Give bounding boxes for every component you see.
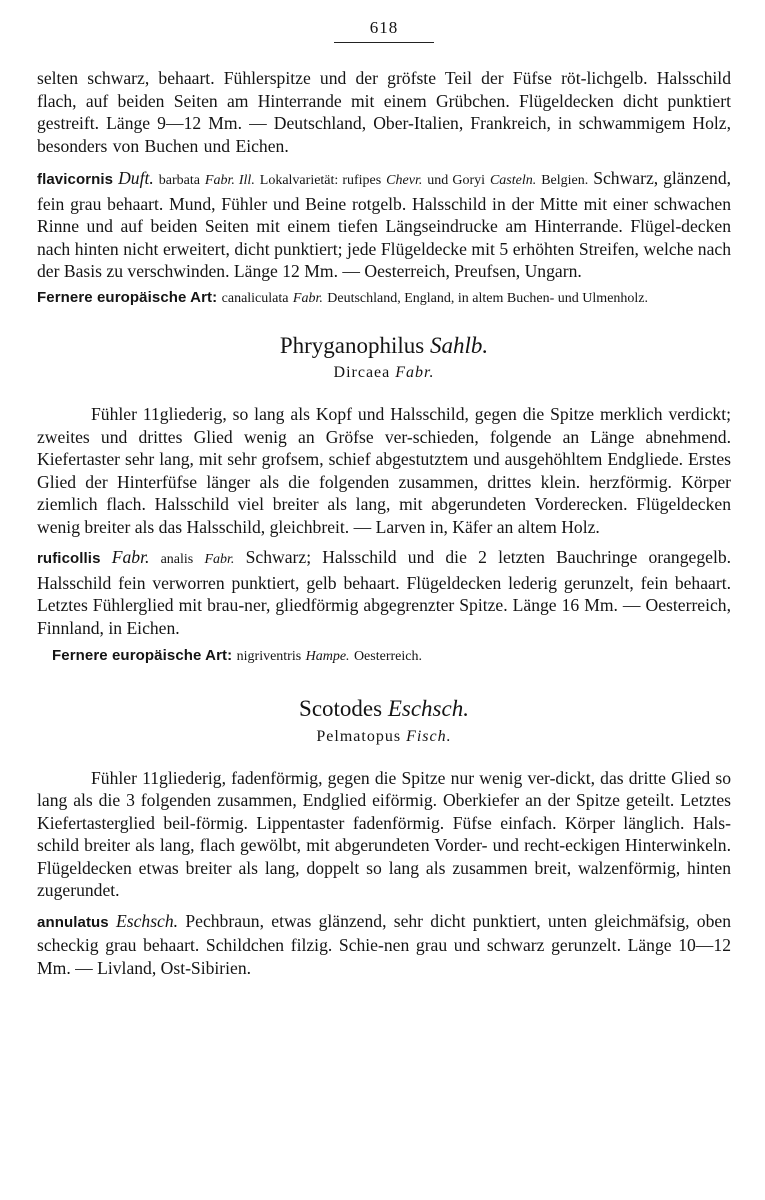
other-species-author: Hampe. — [305, 649, 350, 664]
genus-name: Phryganophilus — [279, 333, 425, 358]
other-species-name: nigriventris — [236, 649, 302, 664]
genus-author: Sahlb. — [430, 333, 489, 358]
genus-description: Fühler 11gliederig, so lang als Kopf und Halsschild, gegen die Spitze merklich verdickt; zweites und drittes Glied wenig an Gröfse ver-schieden, folgende an Länge abnehmend. Kiefertaster sehr lang, mit sehr grofsem, schief abgestutztem und ausgehöhltem Endgliede. Erstes Glied der Hinterfüfse länger als die folgenden zusammen, drittes klein. herzförmig. Körper ziemlich flach. Halsschild viel breiter als lang, mit abgerundeten Vorderecken. Flügeldecken wenig breiter als das Halsschild, gleichbreit. — Larven in, Käfer an altem Holz. — [37, 404, 731, 537]
species-name: flavicornis — [37, 171, 114, 188]
page-number: 618 — [369, 18, 399, 37]
species-description: Pechbraun, etwas glänzend, sehr dicht punktiert, unten gleichmäfsig, oben scheckig grau behaart. Schildchen filzig. Schie-nen grau und schwarz gerunzelt. Länge 10—12 Mm. — Livland, Ost-Sibirien. — [37, 910, 731, 978]
variety-author-2: Casteln. — [489, 173, 537, 188]
other-species-name: canaliculata — [221, 290, 289, 306]
genus-author: Eschsch. — [387, 695, 469, 721]
other-species-2 — [37, 643, 731, 669]
other-species-text: Oesterreich. — [353, 649, 422, 664]
genus-synonym — [37, 363, 731, 383]
synonym-author: Fabr. — [204, 552, 235, 567]
synonym: barbata — [158, 173, 200, 188]
genus-synonym-name: Pelmatopus — [316, 727, 402, 745]
page — [37, 18, 731, 979]
genus-heading-phryganophilus — [37, 332, 731, 360]
species-author: Fabr. — [111, 547, 150, 567]
variety-locality: Belgien. — [541, 173, 589, 188]
species-name: ruficollis — [37, 550, 101, 567]
genus-synonym — [37, 727, 731, 747]
other-species-text: Deutschland, England, in altem Buchen- und Ulmenholz. — [327, 290, 649, 306]
other-species-label: Fernere europäische Art: — [52, 647, 233, 664]
species-flavicornis — [37, 167, 731, 283]
synonym: analis — [160, 552, 194, 567]
species-author: Eschsch. — [116, 910, 179, 931]
genus-synonym-author: Fabr. — [395, 364, 435, 381]
species-description: Schwarz, glänzend, fein grau behaart. Mund, Fühler und Beine rotgelb. Halsschild in der Mitte mit einer schwachen Rinne und auf beiden Seiten mit einem tiefen Längseindrucke am Hinterrande. Flügel-decken nach hinten nicht erweitert, dicht punktiert; jede Flügeldecke mit 5 erhöhten Streifen, welche nach der Basis zu verschwinden. Länge 12 Mm. — Oesterreich, Preufsen, Ungarn. — [37, 168, 732, 281]
species-annulatus — [37, 910, 731, 980]
previous-species-text: selten schwarz, behaart. Fühlerspitze und der gröfste Teil der Füfse röt-lichgelb. Halsschild flach, auf beiden Seiten am Hinterrande mit einem Grübchen. Flügeldecken dicht punktiert gestreift. Länge 9—12 Mm. — Deutschland, Ober-Italien, Frankreich, in schwammigem Holz, besonders von Buchen und Eichen. — [37, 68, 731, 156]
genus-synonym-author: Fisch. — [406, 727, 452, 745]
genus-heading-scotodes — [37, 695, 731, 723]
species-author: Duft. — [118, 168, 154, 188]
other-species-author: Fabr. — [292, 290, 323, 306]
other-species-label: Fernere europäische Art: — [37, 288, 218, 306]
other-species-1 — [37, 285, 731, 311]
variety-label: Lokalvarietät: rufipes — [259, 173, 382, 188]
variety-and: und Goryi — [427, 173, 486, 188]
synonym-author: Fabr. Ill. — [204, 173, 255, 188]
variety-author: Chevr. — [386, 173, 423, 188]
header-rule — [334, 42, 434, 43]
genus-name: Scotodes — [299, 695, 383, 721]
species-ruficollis — [37, 546, 731, 639]
genus-description: Fühler 11gliederig, fadenförmig, gegen die Spitze nur wenig ver-dickt, das dritte Glied so lang als die 3 folgenden zusammen, Endglied eiförmig. Oberkiefer an der Spitze geteilt. Letztes Kiefertasterglied beil-förmig. Lippentaster fadenförmig. Füfse einfach. Körper länglich. Hals-schild breiter als lang, flach gewölbt, mit abgerundeten Vorder- und recht-eckigen Hinterwinkeln. Flügeldecken etwas breiter als lang, doppelt so lang als zusammen breit, walzenförmig, hinten zugerundet. — [37, 767, 731, 900]
genus-synonym-name: Dircaea — [333, 364, 391, 381]
species-name: annulatus — [37, 913, 109, 931]
species-description: Schwarz; Halsschild und die 2 letzten Bauchringe orangegelb. Halsschild fein verworren punktiert, gelb behaart. Flügeldecken lederig gerunzelt, fein behaart. Letztes Fühlerglied mit brau-ner, gliedförmig abgegrenzter Spitze. Länge 16 Mm. — Oesterreich, Finnland, in Eichen. — [37, 547, 732, 638]
